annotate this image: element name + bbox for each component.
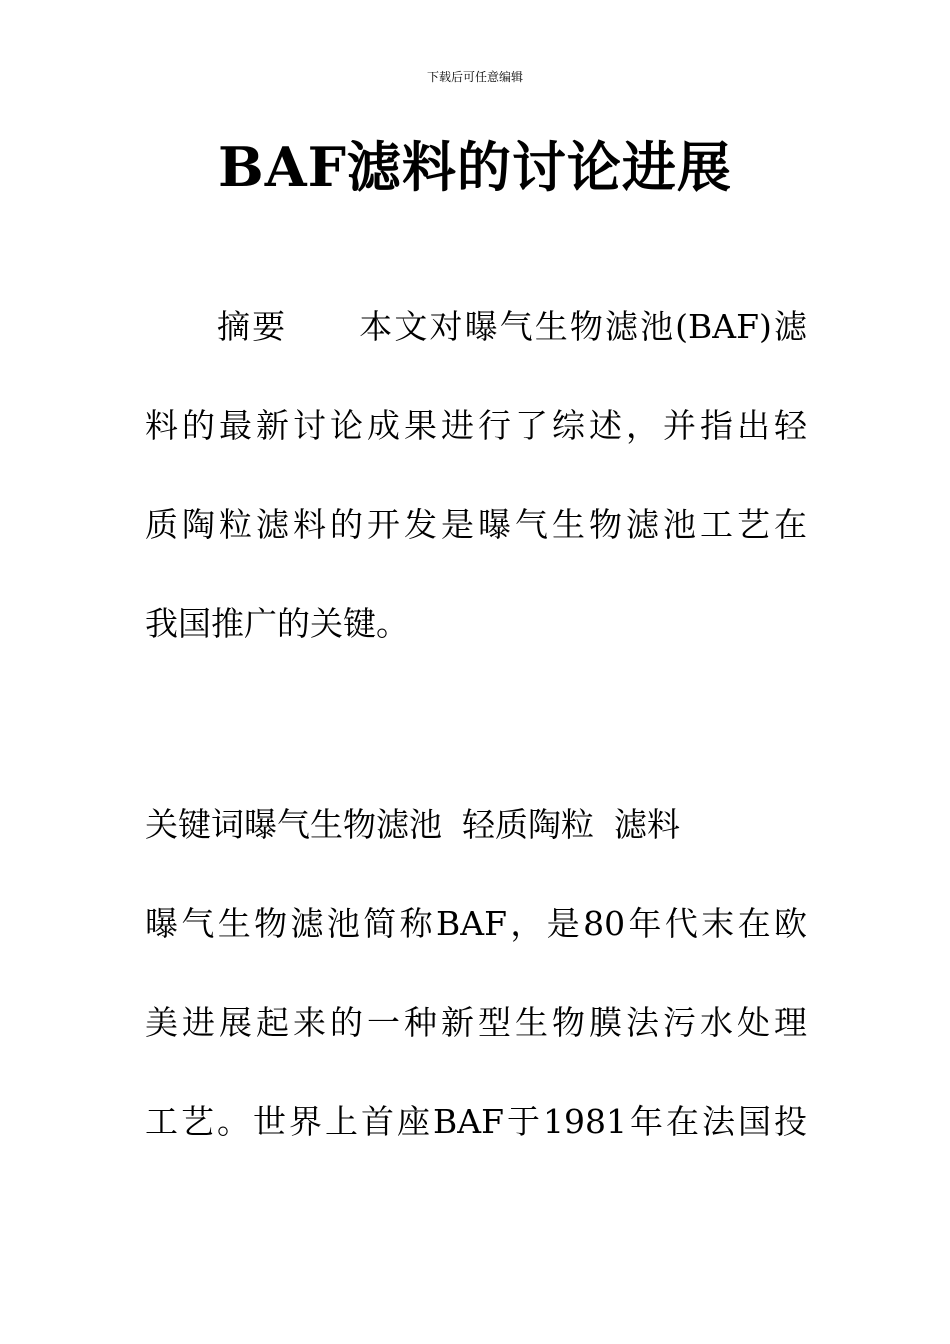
keywords-label: 关键词 (145, 805, 244, 844)
keyword-item: 滤料 (614, 805, 680, 844)
abstract-section (145, 277, 807, 673)
intro-line-2: 美进展起来的一种新型生物膜法污水处理 (145, 1003, 807, 1042)
intro-paragraph (145, 874, 807, 1171)
abstract-line-4: 我国推广的关键。 (145, 604, 409, 643)
abstract-line-3: 质陶粒滤料的开发是曝气生物滤池工艺在 (145, 505, 807, 544)
header-note: 下载后可任意编辑 (426, 70, 523, 84)
document-title: BAF滤料的讨论进展 (218, 135, 732, 199)
keyword-item: 曝气生物滤池 (244, 805, 442, 844)
abstract-line-2: 料的最新讨论成果进行了综述，并指出轻 (145, 406, 807, 445)
intro-line-1: 曝气生物滤池简称BAF，是80年代末在欧 (145, 904, 807, 943)
keyword-item: 轻质陶粒 (462, 805, 594, 844)
abstract-text-1: 本文对曝气生物滤池(BAF)滤 (357, 307, 808, 346)
abstract-line-1 (145, 277, 807, 376)
abstract-label: 摘要 (217, 307, 288, 346)
intro-line-3: 工艺。世界上首座BAF于1981年在法国投 (145, 1102, 807, 1141)
keywords-line (145, 775, 807, 874)
